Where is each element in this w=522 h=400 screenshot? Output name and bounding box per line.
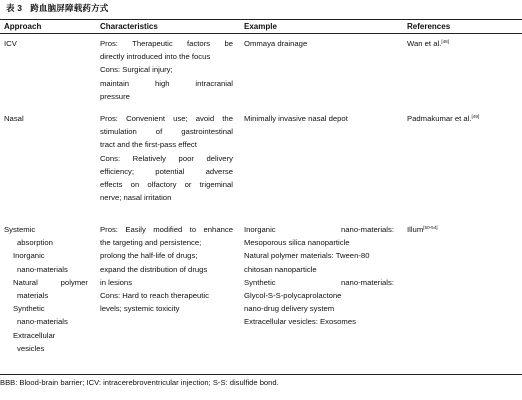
reference-citation: [50-54] (423, 225, 438, 230)
reference-text: Wan et al. (407, 39, 442, 48)
characteristics-line: efficiency; potential adverse (100, 166, 233, 176)
characteristics-line: levels; systemic toxicity (100, 304, 180, 314)
characteristics-line: effects on olfactory or trigeminal (100, 180, 233, 190)
approach-line: Nasal (4, 114, 24, 123)
row-nasal-approach (4, 112, 24, 125)
approach-line: Synthetic (13, 304, 45, 314)
approach-line: vesicles (17, 343, 45, 353)
characteristics-line: Pros: Easily modified to enhance (100, 225, 233, 234)
approach-line: nano-materials (17, 264, 68, 274)
reference-text: Padmakumar et al. (407, 114, 472, 123)
header-characteristics: Characteristics (100, 22, 158, 31)
characteristics-line: stimulation of gastrointestinal (100, 127, 233, 137)
characteristics-line: the targeting and persistence; (100, 238, 202, 248)
table-number: 表 3 (6, 3, 23, 13)
row-systemic-example (244, 223, 394, 329)
characteristics-line: pressure (100, 91, 130, 101)
characteristics-line: directly introduced into the focus (100, 52, 211, 62)
header-approach: Approach (4, 22, 42, 31)
example-line: chitosan nanoparticle (244, 264, 317, 274)
row-nasal-characteristics (100, 112, 233, 204)
characteristics-line: Cons: Relatively poor delivery (100, 153, 233, 163)
characteristics-line: Pros: Therapeutic factors be (100, 39, 233, 48)
approach-line: absorption (17, 238, 53, 248)
header-references: References (407, 22, 451, 31)
example-line: Glycol-S-S-polycaprolactone (244, 291, 342, 301)
example-line: Minimally invasive nasal depot (244, 114, 348, 123)
reference-citation: [49] (471, 114, 480, 119)
reference-citation: [48] (441, 39, 449, 44)
approach-line: ICV (4, 39, 17, 48)
characteristics-line: prolong the half-life of drugs; (100, 251, 198, 261)
characteristics-line: tract and the first-pass effect (100, 140, 197, 150)
row-icv-approach (4, 37, 17, 50)
approach-line: Systemic (4, 225, 36, 234)
example-line: nano-drug delivery system (244, 304, 335, 314)
example-line: Ommaya drainage (244, 39, 308, 48)
row-icv-reference (407, 37, 449, 50)
header-example: Example (244, 22, 277, 31)
row-nasal-reference (407, 112, 479, 125)
characteristics-line: in lesions (100, 277, 133, 287)
characteristics-line: Cons: Surgical injury; (100, 65, 173, 75)
header-rule (0, 33, 522, 34)
row-systemic-reference (407, 223, 438, 236)
bottom-rule (0, 374, 522, 375)
characteristics-line: Cons: Hard to reach therapeutic (100, 291, 209, 301)
row-systemic-approach (4, 223, 88, 355)
table-caption (6, 2, 109, 14)
example-line: Inorganic nano-materials: (244, 225, 394, 234)
approach-line: nano-materials (17, 317, 68, 327)
characteristics-line: Pros: Convenient use; avoid the (100, 114, 233, 123)
reference-text: Illum (407, 225, 424, 234)
characteristics-line: expand the distribution of drugs (100, 264, 208, 274)
table-footnote: BBB: Blood-brain barrier; ICV: intracerebroventricular injection; S-S: disulfide bond. (0, 378, 279, 387)
approach-line: Extracellular (13, 330, 56, 340)
row-systemic-characteristics (100, 223, 233, 315)
example-line: Synthetic nano-materials: (244, 277, 394, 287)
characteristics-line: maintain high intracranial (100, 78, 233, 88)
row-icv-example (244, 37, 307, 50)
approach-line: Natural polymer (13, 277, 88, 287)
row-nasal-example (244, 112, 348, 125)
approach-line: materials (17, 291, 49, 301)
example-line: Mesoporous silica nanoparticle (244, 238, 350, 248)
approach-line: Inorganic (13, 251, 45, 261)
table-title: 跨血脑屏障载药方式 (30, 3, 109, 13)
row-icv-characteristics (100, 37, 233, 103)
characteristics-line: nerve; nasal irritation (100, 193, 172, 203)
example-line: Natural polymer materials: Tween-80 (244, 251, 370, 261)
example-line: Extracellular vesicles: Exosomes (244, 317, 356, 327)
